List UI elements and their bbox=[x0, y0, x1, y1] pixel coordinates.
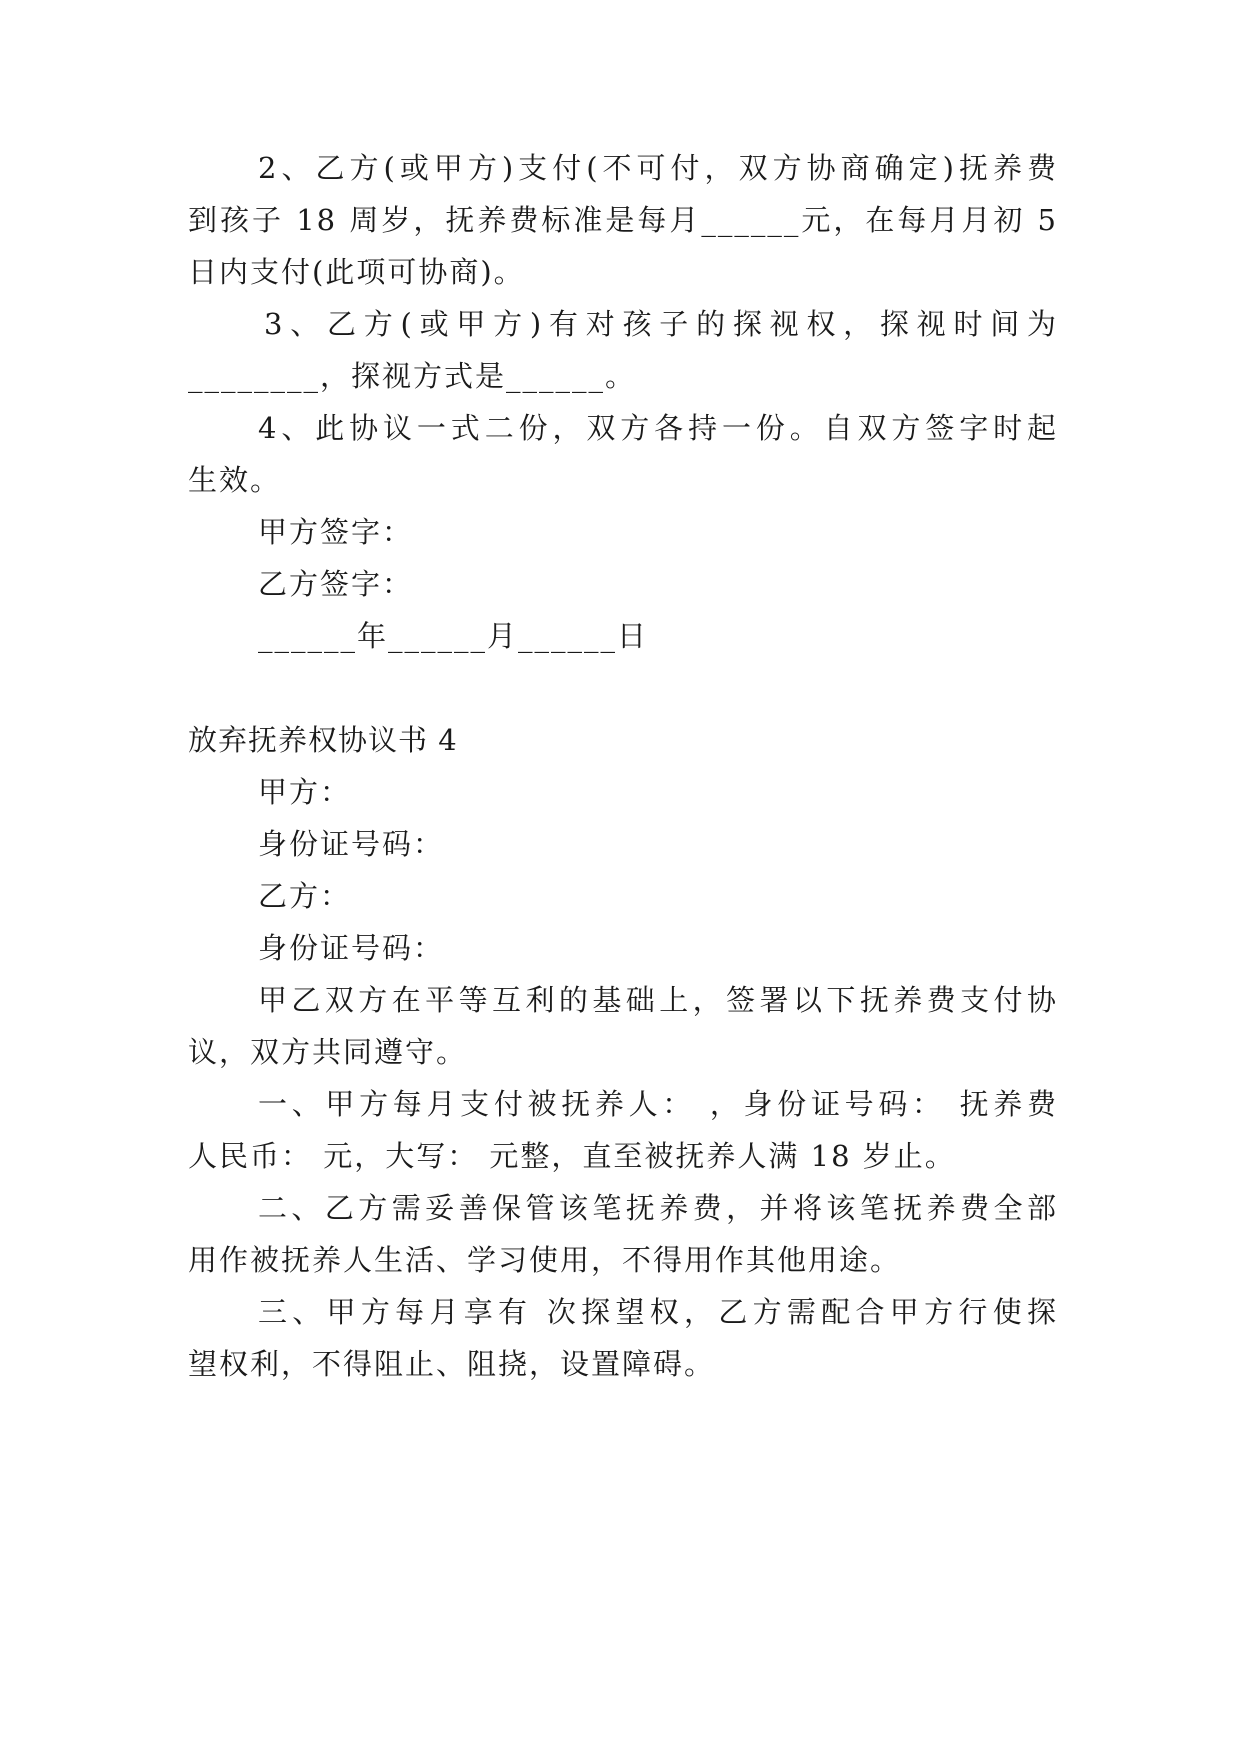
clause3-line1: 三、甲方每月享有 次探望权，乙方需配合甲方行使探 bbox=[258, 1295, 1058, 1329]
clause2-line1: 二、乙方需妥善保管该笔抚养费，并将该笔抚养费全部 bbox=[258, 1191, 1058, 1225]
item4-line1: 4、此协议一式二份，双方各持一份。自双方签字时起 bbox=[258, 411, 1058, 445]
date-line: ______年______月______日 bbox=[258, 619, 649, 653]
intro-line2: 议，双方共同遵守。 bbox=[188, 1035, 468, 1069]
item2-line1: 2、乙方(或甲方)支付(不可付，双方协商确定)抚养费 bbox=[258, 151, 1058, 185]
party-b-id-label: 身份证号码： bbox=[258, 931, 445, 965]
item3-line2: ________，探视方式是______。 bbox=[188, 359, 637, 393]
intro-line1: 甲乙双方在平等互利的基础上，签署以下抚养费支付协 bbox=[258, 983, 1058, 1017]
sign-party-a: 甲方签字： bbox=[258, 515, 414, 549]
clause3-line2: 望权利，不得阻止、阻挠，设置障碍。 bbox=[188, 1347, 716, 1381]
party-a-id-label: 身份证号码： bbox=[258, 827, 445, 861]
item4-line2: 生效。 bbox=[188, 463, 282, 497]
clause2-line2: 用作被抚养人生活、学习使用，不得用作其他用途。 bbox=[188, 1243, 902, 1277]
clause1-line2: 人民币： 元，大写： 元整，直至被抚养人满 18 岁止。 bbox=[188, 1139, 956, 1173]
item2-line3: 日内支付(此项可协商)。 bbox=[188, 255, 525, 289]
section-title: 放弃抚养权协议书 4 bbox=[188, 723, 458, 757]
party-a-label: 甲方： bbox=[258, 775, 352, 809]
item2-line2: 到孩子 18 周岁，抚养费标准是每月______元，在每月月初 5 bbox=[188, 203, 1058, 237]
party-b-label: 乙方： bbox=[258, 879, 352, 913]
item3-line1: 3、乙方(或甲方)有对孩子的探视权，探视时间为 bbox=[264, 307, 1058, 341]
sign-party-b: 乙方签字： bbox=[258, 567, 414, 601]
clause1-line1: 一、甲方每月支付被抚养人： ，身份证号码： 抚养费 bbox=[258, 1087, 1058, 1121]
